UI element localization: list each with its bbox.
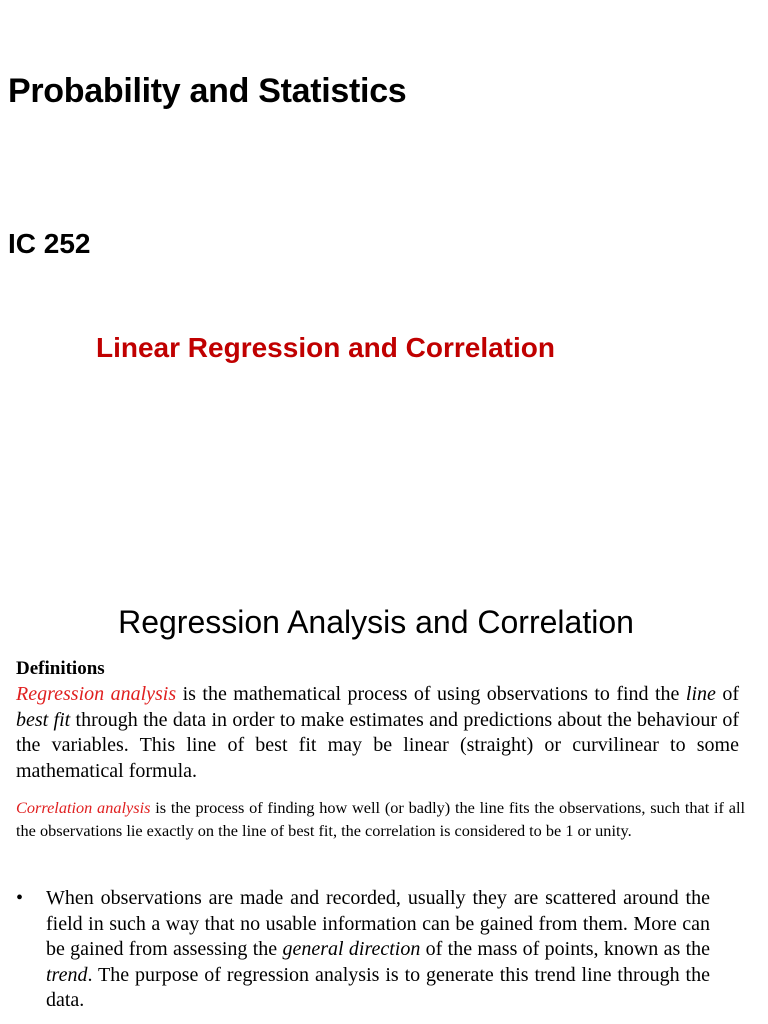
correlation-term: Correlation analysis — [16, 798, 151, 817]
course-title: Probability and Statistics — [8, 72, 407, 110]
bullet-text-3: . The purpose of regression analysis is to generate this trend line through the data. — [46, 963, 710, 1011]
bullet-text-1: When observations are made and recorded, usually they are scattered around the field in such a way that no usable information can be gained from them. More can be gained from assessing the — [46, 887, 710, 960]
best-fit-term: best fit — [16, 708, 71, 731]
definitions-heading: Definitions — [16, 658, 105, 679]
regression-text-2: of — [715, 683, 740, 705]
general-direction-term: general direction — [282, 938, 421, 960]
line-word: line — [685, 683, 716, 705]
regression-definition — [16, 682, 739, 784]
correlation-definition — [16, 796, 745, 842]
regression-term: Regression analysis — [16, 683, 177, 705]
regression-text-3: through the data in order to make estimates and predictions about the behaviour of the variables. This line of best fit may be linear (straight) or curvilinear to some mathematical formula. — [16, 708, 740, 782]
bullet-text-2: of the mass of points, known as the — [420, 938, 711, 960]
regression-text-1: is the mathematical process of using observations to find the — [176, 683, 686, 705]
trend-term: trend — [46, 963, 88, 986]
course-code: IC 252 — [8, 228, 91, 259]
bullet-text — [46, 886, 710, 1014]
bullet-icon: • — [16, 887, 24, 909]
slide-title: Regression Analysis and Correlation — [118, 604, 634, 640]
correlation-text: is the process of finding how well (or badly) the line fits the observations, such that if all the observations lie exactly on the line of best fit, the correlation is considered to be 1 or unity. — [16, 798, 745, 840]
topic-title: Linear Regression and Correlation — [96, 332, 555, 363]
